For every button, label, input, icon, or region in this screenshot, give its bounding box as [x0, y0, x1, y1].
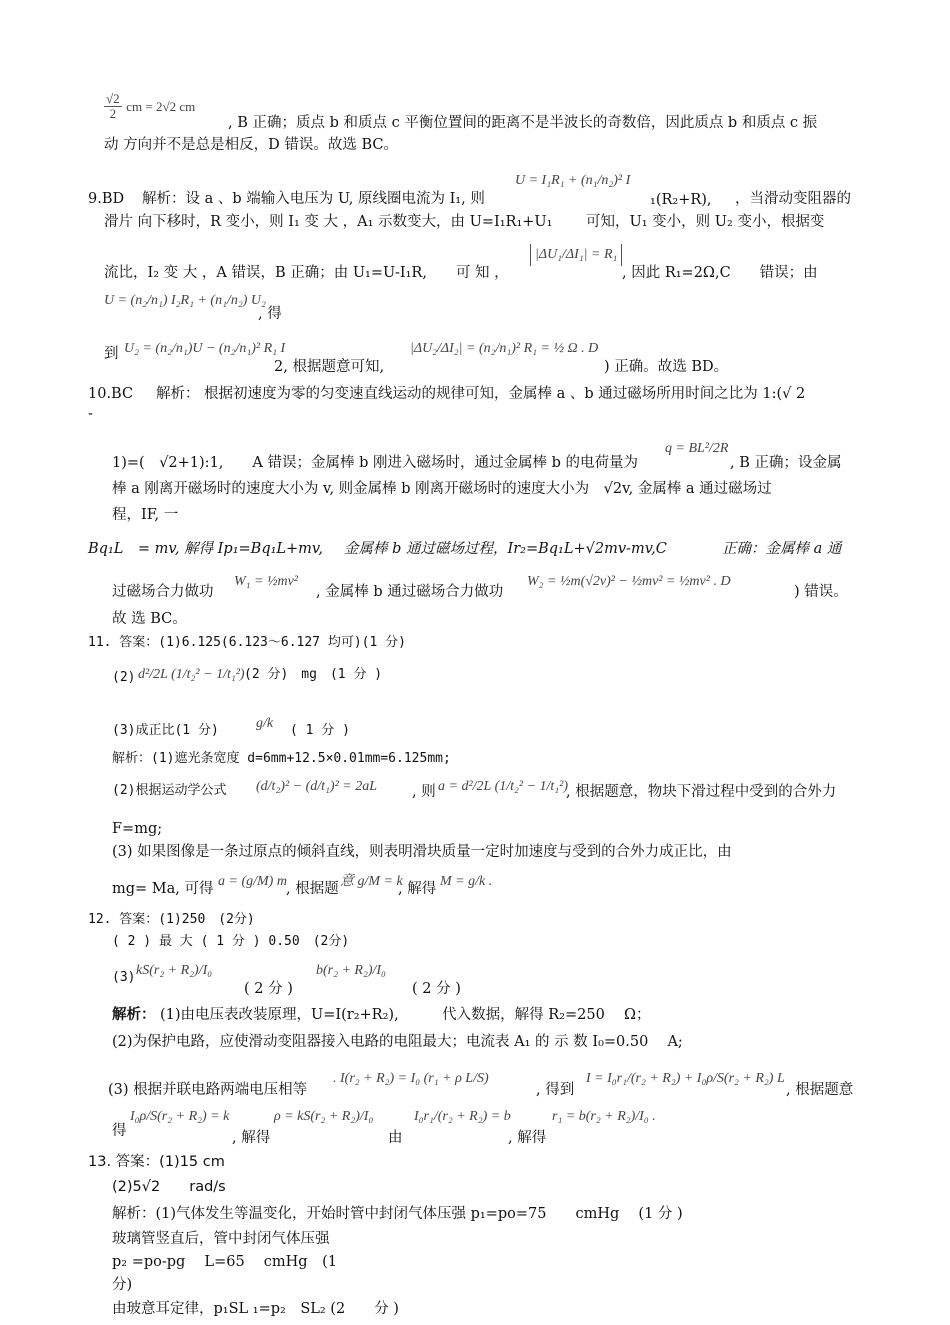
q10-formula-w1: W₁ = ½mv²	[234, 574, 298, 589]
q12-analysis1: (1)由电压表改装原理，U=I(r₂+R₂), 代入数据，解得 R₂=250 Ω；	[160, 1007, 651, 1023]
q12-analysis2: (2)为保护电路，应使滑动变阻器接入电路的电阻最大；电流表 A₁ 的 示 数 I₀=0.50 A;	[112, 1034, 683, 1050]
q11-analysis2: (2)根据运动学公式	[112, 783, 227, 798]
q11-analysis1: 解析：(1)遮光条宽度 d=6mm+12.5×0.01mm=6.125mm;	[112, 751, 451, 766]
q8-math: $\frac{√2}{2}$ cm = 2√2 cm	[106, 91, 196, 122]
q12-b-formula: I₀r₁/(r₂ + R₂) = b	[414, 1109, 511, 1124]
q11-ans3: (3)成正比(1 分)	[112, 723, 219, 738]
q11-k-formula: 意 g/M = k	[340, 874, 403, 889]
q13-analysis1: 解析：(1)气体发生等温变化，开始时管中封闭气体压强 p₁=po=75 cmHg (1 分 )	[112, 1206, 683, 1222]
q11-answer: 11. 答案：(1)6.125(6.123～6.127 均可)(1 分)	[88, 635, 406, 650]
q9-line5: 2, 根据题意可知,	[274, 359, 385, 375]
q10-line6-end: ) 错误。	[794, 584, 848, 600]
q13-analysis3-cont: 分)	[112, 1277, 133, 1293]
q10-line2-end: , B 正确；设金属	[730, 455, 842, 471]
q10-line2: 1)=( √2+1):1, A 错误；金属棒 b 刚进入磁场时，通过金属棒 b 的电荷量为	[112, 455, 638, 471]
q9-line2: 滑片 向下移时，R 变小，则 I₁ 变 大 ，A₁ 示数变大，由 U=I₁R₁+U₁ 可知，U₁ 变小，则 U₂ 变小，根据变	[104, 214, 825, 230]
q12-ans2: ( 2 ) 最 大 ( 1 分 ) 0.50 (2分)	[112, 934, 350, 949]
q11-ans3-score: ( 1 分 )	[290, 723, 350, 738]
q10-line6-mid: , 金属棒 b 通过磁场合力做功	[316, 584, 504, 600]
q13-analysis3: p₂ =po-pg L=65 cmHg (1	[112, 1254, 337, 1270]
q9-line5-end: ) 正确。故选 BD。	[604, 359, 729, 375]
q10-formula-q: q = BL²/2R	[665, 441, 729, 456]
q11-solve: , 解得	[398, 881, 437, 897]
q11-analysis3-line2: mg= Ma, 可得	[112, 881, 214, 897]
q13-answer: 13. 答案：(1)15 cm	[88, 1154, 225, 1170]
q9-line5-lead: 到	[104, 346, 119, 362]
q10-label: 解析：	[156, 386, 200, 402]
q11-kinematics-formula: (d/t₂)² − (d/t₁)² = 2aL	[256, 779, 378, 794]
q10-line4: 程，IF, 一	[112, 507, 179, 523]
q12-current-formula: I = I₀r₁/(r₂ + R₂) + I₀ρ/S(r₂ + R₂) L	[586, 1071, 785, 1086]
q11-analysis3: (3) 如果图像是一条过原点的倾斜直线，则表明滑块质量一定时加速度与受到的合外力成正比，由	[112, 844, 732, 860]
q12-from: 由	[388, 1130, 403, 1146]
q9-formula-u: U = I₁R₁ + (n₁/n₂)² I	[515, 173, 631, 188]
q8-text-line2: 动 方向并不是总是相反，D 错误。故选 BC。	[104, 137, 398, 153]
q12-line7-lead: 得	[112, 1123, 127, 1139]
q10-formula-w2: W₂ = ½m(√2v)² − ½mv² = ½mv² . D	[527, 574, 731, 589]
q12-ans3-label: (3)	[112, 970, 136, 985]
q12-solve1: , 解得	[232, 1130, 271, 1146]
q11-accel-formula: a = d²/2L (1/t₂² − 1/t₁²)	[438, 779, 569, 794]
q12-ans3-formula2: b(r₂ + R₂)/I₀	[316, 963, 386, 978]
q11-analysis2-then: , 则	[412, 784, 436, 800]
q9-formula-u2-expanded: U₂ = (n₂/n₁)U − (n₂/n₁)² R₁ I	[124, 341, 286, 356]
q10-line5c: 正确：金属棒 a 通	[722, 541, 842, 557]
q9-formula-delta: |ΔU₂/ΔI₂| = (n₂/n₁)² R₁ = ½ Ω . D	[410, 341, 599, 356]
q9-line4: , 得	[258, 306, 282, 322]
q10-line1-dash: -	[88, 406, 93, 422]
q12-get: , 得到	[536, 1082, 575, 1098]
q12-k-formula: I₀ρ/S(r₂ + R₂) = k	[130, 1109, 230, 1124]
q8-text-line1: , B 正确；质点 b 和质点 c 平衡位置间的距离不是半波长的奇数倍，因此质点 b 和质点 c 振	[228, 115, 818, 131]
q10-line5a: Bq₁L = mv, 解得 Ip₁=Bq₁L+mv,	[88, 541, 324, 557]
q12-ans3-formula1: kS(r₂ + R₂)/I₀	[136, 963, 213, 978]
q12-parallel-formula: . I(r₂ + R₂) = I₀ (r₁ + ρ L/S)	[333, 1071, 489, 1086]
q11-a-formula: a = (g/M) m	[218, 874, 287, 889]
q10-line6: 过磁场合力做功	[112, 584, 214, 600]
q10-line7: 故 选 BC。	[112, 611, 187, 627]
q13-analysis4: 由玻意耳定律，p₁SL ₁=p₂ SL₂ (2 分 )	[112, 1301, 399, 1317]
q10-number: 10.BC	[88, 386, 134, 402]
q9-line1-cont: ₁(R₂+R),	[650, 192, 712, 208]
q11-force: F=mg;	[112, 821, 163, 837]
q12-ans3-score2: ( 2 分 )	[412, 981, 461, 997]
q12-r1-formula: r₁ = b(r₂ + R₂)/I₀ .	[552, 1109, 656, 1124]
q11-m-formula: M = g/k .	[440, 874, 493, 889]
q9-formula-r1: |ΔU₁/ΔI₁| = R₁	[530, 244, 622, 266]
q10-line5b: 金属棒 b 通过磁场过程，Ir₂=Bq₁L+√2mv-mv,C	[344, 541, 667, 557]
q11-analysis2-end: , 根据题意，物块下滑过程中受到的合外力	[566, 784, 837, 800]
q12-ans3-score1: ( 2 分 )	[244, 981, 293, 997]
q12-solve2: , 解得	[508, 1130, 547, 1146]
q9-line1-end: ，当滑动变阻器的	[735, 191, 851, 207]
q9-line3: 流比，I₂ 变 大 ，A 错误，B 正确；由 U₁=U-I₁R, 可 知 ，	[104, 265, 509, 281]
q12-by-intent: , 根据题意	[786, 1082, 854, 1098]
q11-ans2-formula: d²/2L (1/t₂² − 1/t₁²)	[138, 667, 245, 682]
q11-by-title: , 根据题	[286, 881, 339, 897]
q13-ans2: (2)5√2 rad/s	[112, 1179, 226, 1195]
q10-line1: 根据初速度为零的匀变速直线运动的规律可知，金属棒 a 、b 通过磁场所用时间之比为 1:(√ 2	[204, 386, 806, 402]
q11-ans2-label: (2)	[112, 670, 136, 685]
q11-ans3-formula: g/k	[256, 716, 274, 731]
q11-ans2-score: (2 分) mg (1 分 )	[244, 667, 383, 682]
q13-analysis2: 玻璃管竖直后，管中封闭气体压强	[112, 1231, 330, 1247]
q9-line3-cont: , 因此 R₁=2Ω,C 错误；由	[622, 265, 818, 281]
q9-formula-u2: U = (n₂/n₁) I₂R₁ + (n₁/n₂) U₂	[104, 293, 266, 308]
q12-answer: 12. 答案：(1)250 (2分)	[88, 912, 255, 927]
q9-line1: 解析：设 a 、b 端输入电压为 U, 原线圈电流为 I₁, 则	[142, 191, 485, 207]
q12-analysis3: (3) 根据并联电路两端电压相等	[108, 1082, 308, 1098]
q12-rho-formula: ρ = kS(r₂ + R₂)/I₀	[274, 1109, 374, 1124]
q9-number: 9.BD	[88, 191, 125, 207]
q10-line3: 棒 a 刚离开磁场时的速度大小为 v, 则金属棒 b 刚离开磁场时的速度大小为 √2v, 金属棒 a 通过磁场过	[112, 481, 772, 497]
q12-analysis-label: 解析：	[112, 1006, 156, 1023]
